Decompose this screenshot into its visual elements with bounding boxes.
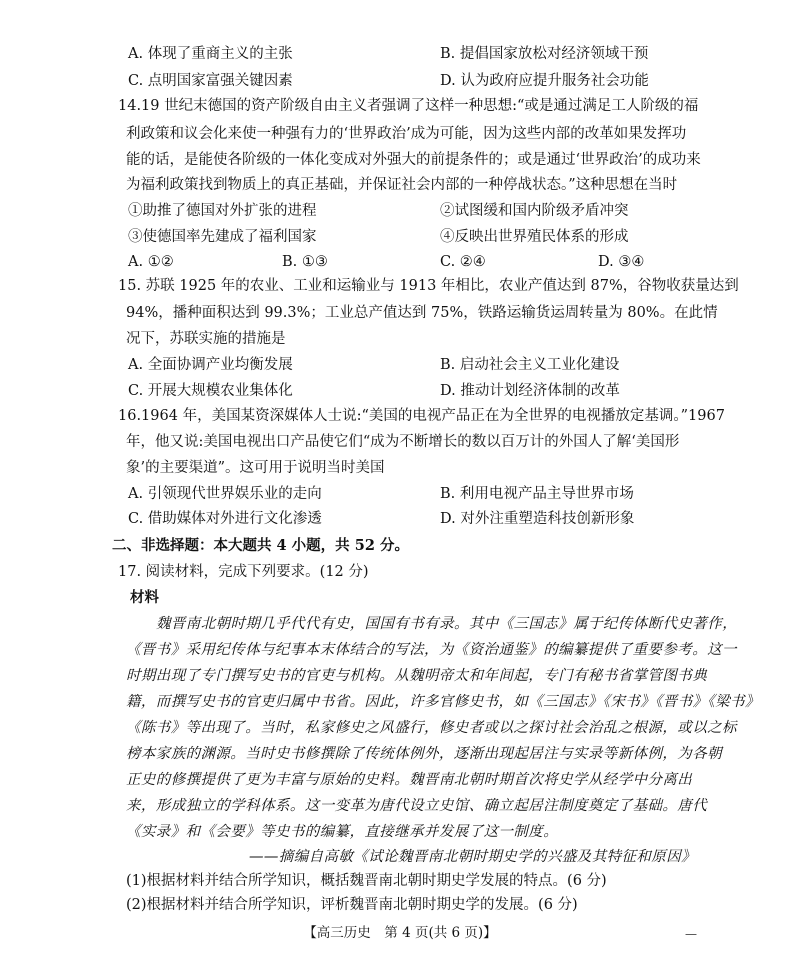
q15-option-d: D. 推动计划经济体制的改革 [440,383,620,399]
q16-option-d: D. 对外注重塑造科技创新形象 [440,511,635,527]
material-line-4: 籍，而撰写史书的官吏归属中书省。因此，许多官修史书，如《三国志》《宋书》《晋书》《梁书》 [126,694,760,710]
q16-stem-line-3: 象’的主要渠道”。这可用于说明当时美国 [126,460,385,476]
q14-stem-line-3: 能的话，是能使各阶级的一体化变成对外强大的前提条件的；或是通过‘世界政治’的成功来 [126,152,701,168]
q13-option-d: D. 认为政府应提升服务社会功能 [440,73,649,89]
q15-option-b: B. 启动社会主义工业化建设 [440,357,620,373]
material-line-7: 正史的修撰提供了更为丰富与原始的史料。魏晋南北朝时期首次将史学从经学中分离出 [126,772,693,788]
material-line-8: 来，形成独立的学科体系。这一变革为唐代设立史馆、确立起居注制度奠定了基础。唐代 [126,798,708,814]
q14-option-a: A. ①② [128,254,174,270]
q15-stem-line-2: 94%，播种面积达到 99.3%；工业总产值达到 75%，铁路运输货运周转量为 80%。在此情 [126,305,718,321]
page-footer: 【高三历史 第 4 页(共 6 页)】 [303,925,497,941]
q17-stem: 17. 阅读材料，完成下列要求。(12 分) [118,564,369,580]
q17-question-2: (2)根据材料并结合所学知识，评析魏晋南北朝时期史学的发展。(6 分) [126,897,578,913]
q15-option-c: C. 开展大规模农业集体化 [128,383,293,399]
q14-stem-line-4: 为福利政策找到物质上的真正基础，并保证社会内部的一种停战状态。”这种思想在当时 [126,177,678,193]
q14-option-c: C. ②④ [440,254,486,270]
q15-stem-line-3: 况下，苏联实施的措施是 [126,331,286,347]
q14-stem-line-1: 14.19 世纪末德国的资产阶级自由主义者强调了这样一种思想:“或是通过满足工人阶级的福 [118,98,699,114]
material-line-3: 时期出现了专门撰写史书的官吏与机构。从魏明帝太和年间起，专门有秘书省掌管图书典 [126,668,708,684]
material-line-1: 魏晋南北朝时期几乎代代有史，国国有书有录。其中《三国志》属于纪传体断代史著作， [156,616,738,632]
q15-option-a: A. 全面协调产业均衡发展 [128,357,293,373]
material-line-2: 《晋书》采用纪传体与纪事本末体结合的写法，为《资治通鉴》的编纂提供了重要参考。这一 [126,642,737,658]
q13-option-c: C. 点明国家富强关键因素 [128,73,293,89]
material-line-9: 《实录》和《会要》等史书的编纂，直接继承并发展了这一制度。 [126,824,559,840]
q14-item-3: ③使德国率先建成了福利国家 [128,229,317,245]
q14-option-d: D. ③④ [598,254,645,270]
q16-option-b: B. 利用电视产品主导世界市场 [440,486,634,502]
q13-option-b: B. 提倡国家放松对经济领域干预 [440,46,649,62]
material-line-6: 榜本家族的渊源。当时史书修撰除了传统体例外，逐渐出现起居注与实录等新体例，为各朝 [126,746,722,762]
material-line-5: 《陈书》等出现了。当时，私家修史之风盛行，修史者或以之探讨社会治乱之根源，或以之标 [126,720,737,736]
q13-option-a: A. 体现了重商主义的主张 [128,46,293,62]
q14-item-2: ②试图缓和国内阶级矛盾冲突 [440,203,629,219]
footer-mark: — [685,927,697,941]
q16-option-a: A. 引领现代世界娱乐业的走向 [128,486,322,502]
section2-heading: 二、非选择题：本大题共 4 小题，共 52 分。 [112,537,409,554]
material-source: ——摘编自高敏《试论魏晋南北朝时期史学的兴盛及其特征和原因》 [249,849,696,865]
q14-option-b: B. ①③ [282,254,328,270]
q15-stem-line-1: 15. 苏联 1925 年的农业、工业和运输业与 1913 年相比，农业产值达到 87%，谷物收获量达到 [118,278,739,294]
q14-item-1: ①助推了德国对外扩张的进程 [128,203,317,219]
q17-question-1: (1)根据材料并结合所学知识，概括魏晋南北朝时期史学发展的特点。(6 分) [126,873,607,889]
q16-stem-line-1: 16.1964 年，美国某资深媒体人士说:“美国的电视产品正在为全世界的电视播放定基调。”1967 [118,408,725,424]
q16-stem-line-2: 年，他又说:美国电视出口产品使它们“成为不断增长的数以百万计的外国人了解‘美国形 [126,434,680,450]
q16-option-c: C. 借助媒体对外进行文化渗透 [128,511,322,527]
q14-stem-line-2: 利政策和议会化来使一种强有力的‘世界政治’成为可能，因为这些内部的改革如果发挥功 [126,126,687,142]
q14-item-4: ④反映出世界殖民体系的形成 [440,229,629,245]
material-label: 材料 [130,589,159,606]
